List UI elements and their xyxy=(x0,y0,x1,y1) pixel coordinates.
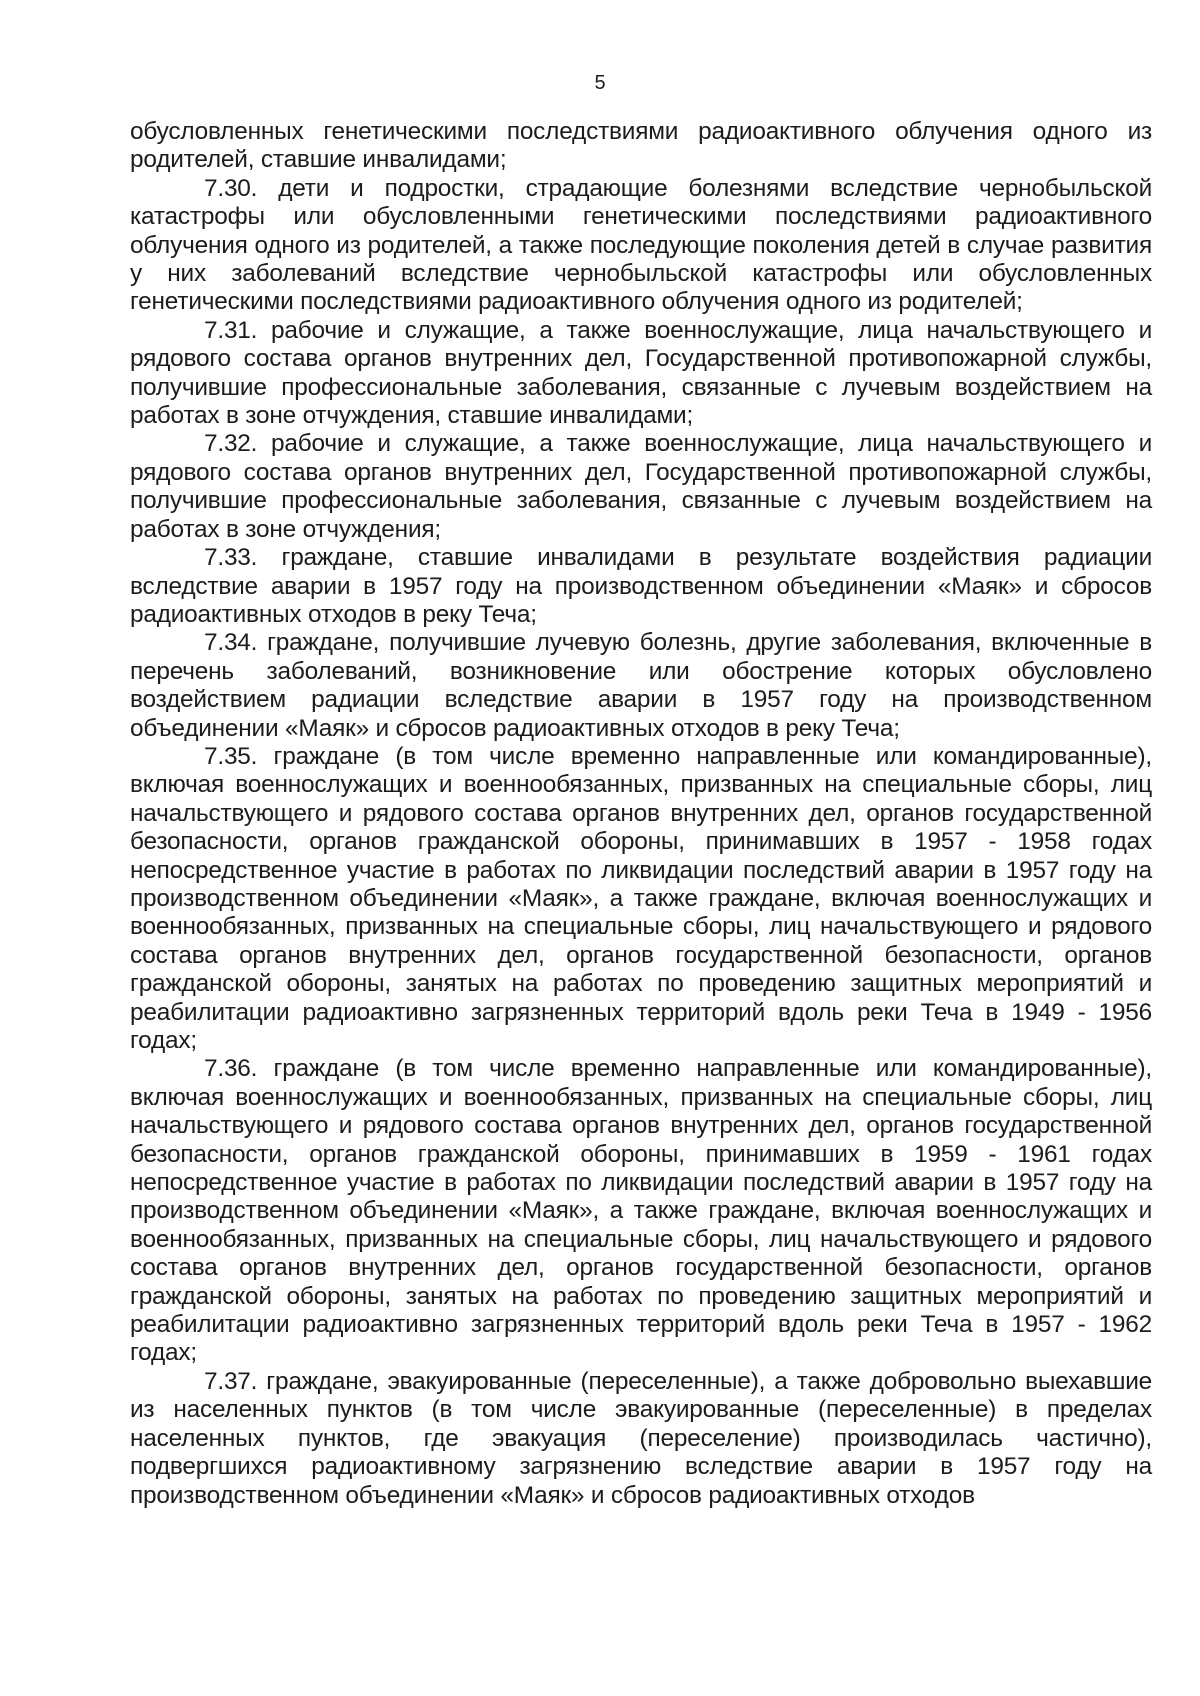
paragraph-7-32: 7.32. рабочие и служащие, а также военнослужащие, лица начальствующего и рядового состава органов внутренних дел, Государственной противопожарной службы, получившие профессиональные заболевания, связанные с лучевым воздействием на работах в зоне отчуждения; xyxy=(130,430,1152,543)
paragraph-7-35: 7.35. граждане (в том числе временно направленные или командированные), включая военнослужащих и военнообязанных, призванных на специальные сборы, лиц начальствующего и рядового состава органов внутренних дел, органов государственной безопасности, органов гражданской обороны, принимавших в 1957 - 1958 годах непосредственное участие в работах по ликвидации последствий аварии в 1957 году на производственном объединении «Маяк», а также граждане, включая военнослужащих и военнообязанных, призванных на специальные сборы, лиц начальствующего и рядового состава органов внутренних дел, органов государственной безопасности, органов гражданской обороны, занятых на работах по проведению защитных мероприятий и реабилитации радиоактивно загрязненных территорий вдоль реки Теча в 1949 - 1956 годах; xyxy=(130,742,1152,1054)
document-body xyxy=(130,118,1152,1510)
paragraph-continuation: обусловленных генетическими последствиями радиоактивного облучения одного из родителей, ставшие инвалидами; xyxy=(130,118,1152,174)
paragraph-7-36: 7.36. граждане (в том числе временно направленные или командированные), включая военнослужащих и военнообязанных, призванных на специальные сборы, лиц начальствующего и рядового состава органов внутренних дел, органов государственной безопасности, органов гражданской обороны, принимавших в 1959 - 1961 годах непосредственное участие в работах по ликвидации последствий аварии в 1957 году на производственном объединении «Маяк», а также граждане, включая военнослужащих и военнообязанных, призванных на специальные сборы, лиц начальствующего и рядового состава органов внутренних дел, органов государственной безопасности, органов гражданской обороны, занятых на работах по проведению защитных мероприятий и реабилитации радиоактивно загрязненных территорий вдоль реки Теча в 1957 - 1962 годах; xyxy=(130,1055,1152,1367)
paragraph-7-31: 7.31. рабочие и служащие, а также военнослужащие, лица начальствующего и рядового состава органов внутренних дел, Государственной противопожарной службы, получившие профессиональные заболевания, связанные с лучевым воздействием на работах в зоне отчуждения, ставшие инвалидами; xyxy=(130,316,1152,430)
page-number: 5 xyxy=(594,72,606,94)
paragraph-7-37: 7.37. граждане, эвакуированные (переселенные), а также добровольно выехавшие из населенных пунктов (в том числе эвакуированные (переселенные) в пределах населенных пунктов, где эвакуация (переселение) производилась частично), подвергшихся радиоактивному загрязнению вследствие аварии в 1957 году на производственном объединении «Маяк» и сбросов радиоактивных отходов xyxy=(130,1367,1152,1509)
paragraph-7-33: 7.33. граждане, ставшие инвалидами в результате воздействия радиации вследствие аварии в 1957 году на производственном объединении «Маяк» и сбросов радиоактивных отходов в реку Теча; xyxy=(130,544,1152,628)
paragraph-7-34: 7.34. граждане, получившие лучевую болезнь, другие заболевания, включенные в перечень заболеваний, возникновение или обострение которых обусловлено воздействием радиации вследствие аварии в 1957 году на производственном объединении «Маяк» и сбросов радиоактивных отходов в реку Теча; xyxy=(130,629,1152,742)
paragraph-7-30: 7.30. дети и подростки, страдающие болезнями вследствие чернобыльской катастрофы или обусловленными генетическими последствиями радиоактивного облучения одного из родителей, а также последующие поколения детей в случае развития у них заболеваний вследствие чернобыльской катастрофы или обусловленных генетическими последствиями радиоактивного облучения одного из родителей; xyxy=(130,174,1152,316)
